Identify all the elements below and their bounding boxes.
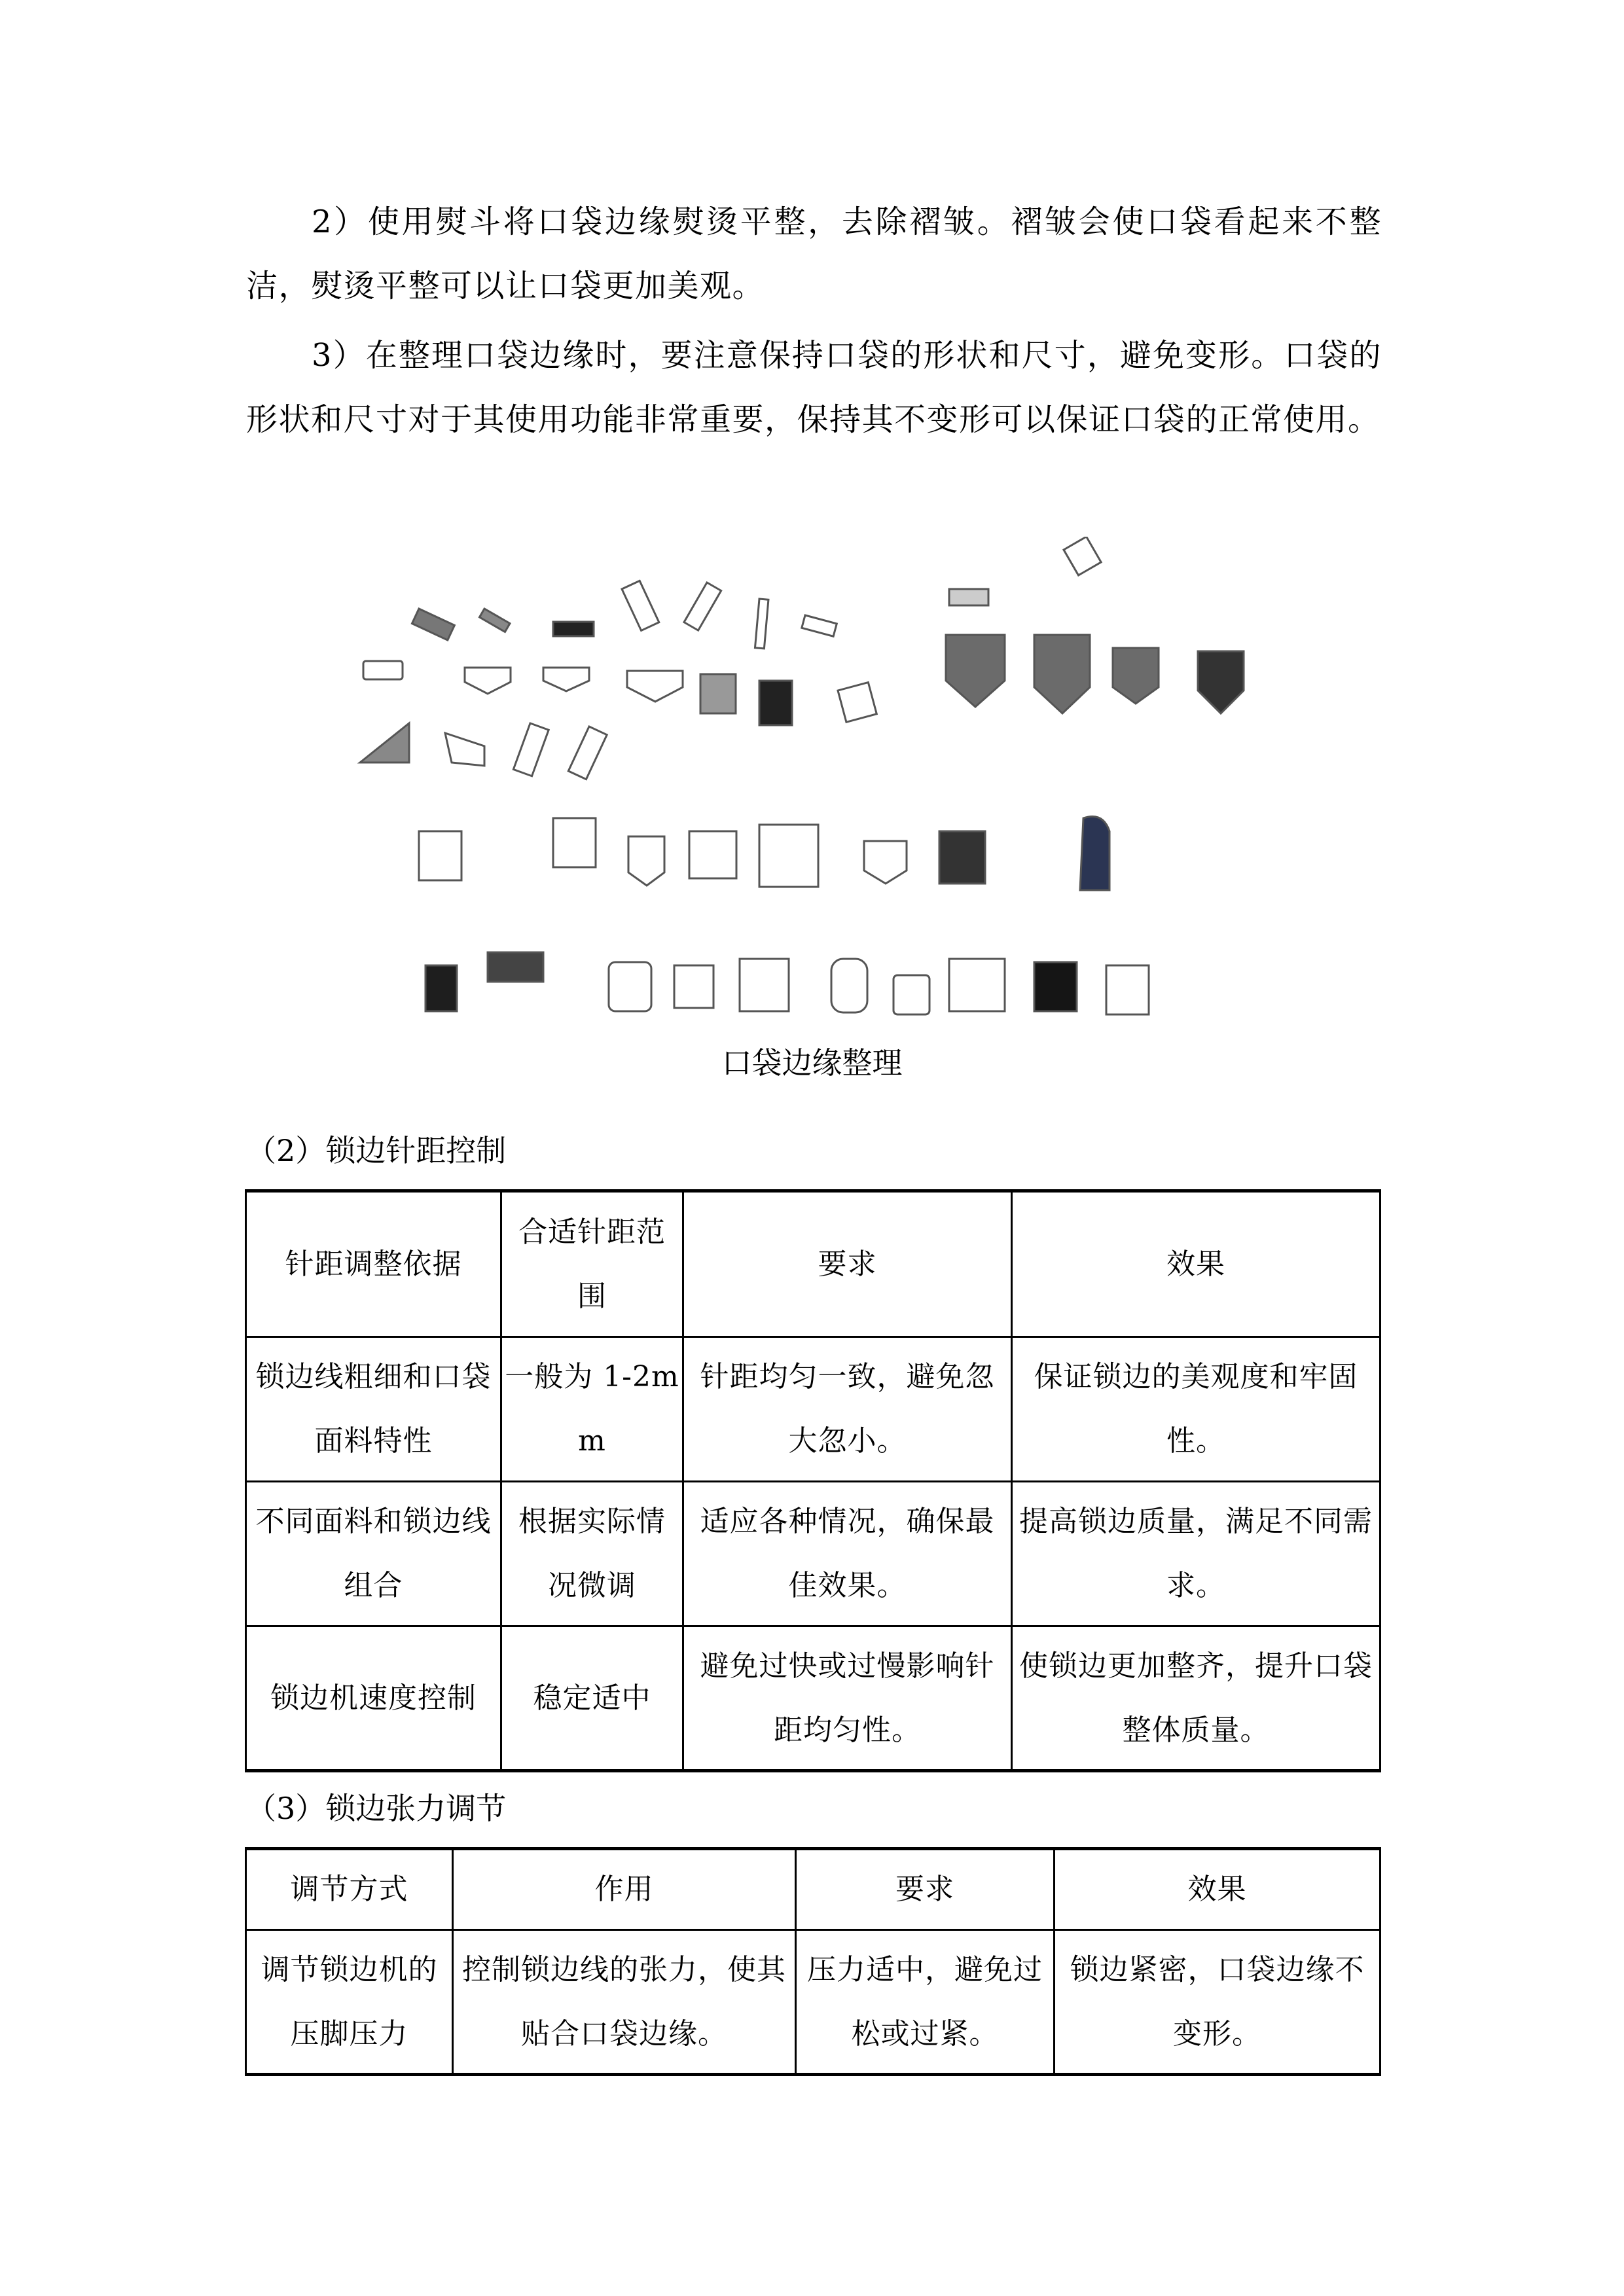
table-row — [246, 1337, 1380, 1482]
header-cell: 要求 — [796, 1849, 1055, 1930]
header-cell: 合适针距范围 — [501, 1191, 683, 1337]
table-cell: 调节锁边机的压脚压力 — [246, 1930, 453, 2075]
table-cell: 避免过快或过慢影响针距均匀性。 — [683, 1626, 1012, 1771]
table-cell: 不同面料和锁边线组合 — [246, 1482, 501, 1626]
table-header-row — [246, 1849, 1380, 1930]
section-heading-tension: （3）锁边张力调节 — [246, 1791, 507, 1826]
table-header-row — [246, 1191, 1380, 1337]
header-cell: 针距调整依据 — [246, 1191, 501, 1337]
pocket-collage-icon — [353, 537, 1270, 1034]
paragraph-text: 2）使用熨斗将口袋边缘熨烫平整，去除褶皱。褶皱会使口袋看起来不整洁，熨烫平整可以让口袋更加美观。 — [246, 204, 1382, 304]
header-cell: 作用 — [453, 1849, 796, 1930]
table-row — [246, 1930, 1380, 2075]
paragraph-shape-keeping — [246, 323, 1382, 452]
table-cell: 一般为 1-2mm — [501, 1337, 683, 1482]
table-cell: 根据实际情况微调 — [501, 1482, 683, 1626]
figure-caption: 口袋边缘整理 — [721, 1045, 903, 1081]
table-cell: 压力适中，避免过松或过紧。 — [796, 1930, 1055, 2075]
table-cell: 提高锁边质量，满足不同需求。 — [1012, 1482, 1380, 1626]
table-row — [246, 1626, 1380, 1771]
table-cell: 使锁边更加整齐，提升口袋整体质量。 — [1012, 1626, 1380, 1771]
section-heading-stitch-spacing: （2）锁边针距控制 — [246, 1133, 507, 1168]
paragraph-text: 3）在整理口袋边缘时，要注意保持口袋的形状和尺寸，避免变形。口袋的形状和尺寸对于其使用功能非常重要，保持其不变形可以保证口袋的正常使用。 — [246, 337, 1382, 438]
table-cell: 适应各种情况，确保最佳效果。 — [683, 1482, 1012, 1626]
header-cell: 效果 — [1055, 1849, 1380, 1930]
header-cell: 效果 — [1012, 1191, 1380, 1337]
header-cell: 调节方式 — [246, 1849, 453, 1930]
table-cell: 锁边紧密，口袋边缘不变形。 — [1055, 1930, 1380, 2075]
pocket-collage-figure — [353, 537, 1270, 1034]
table-cell: 保证锁边的美观度和牢固性。 — [1012, 1337, 1380, 1482]
table-cell: 锁边机速度控制 — [246, 1626, 501, 1771]
table-cell: 稳定适中 — [501, 1626, 683, 1771]
table-cell: 控制锁边线的张力，使其贴合口袋边缘。 — [453, 1930, 796, 2075]
header-cell: 要求 — [683, 1191, 1012, 1337]
table-cell: 针距均匀一致，避免忽大忽小。 — [683, 1337, 1012, 1482]
stitch-spacing-table — [245, 1189, 1381, 1772]
table-row — [246, 1482, 1380, 1626]
tension-table — [245, 1847, 1381, 2076]
paragraph-ironing — [246, 190, 1382, 318]
table-cell: 锁边线粗细和口袋面料特性 — [246, 1337, 501, 1482]
